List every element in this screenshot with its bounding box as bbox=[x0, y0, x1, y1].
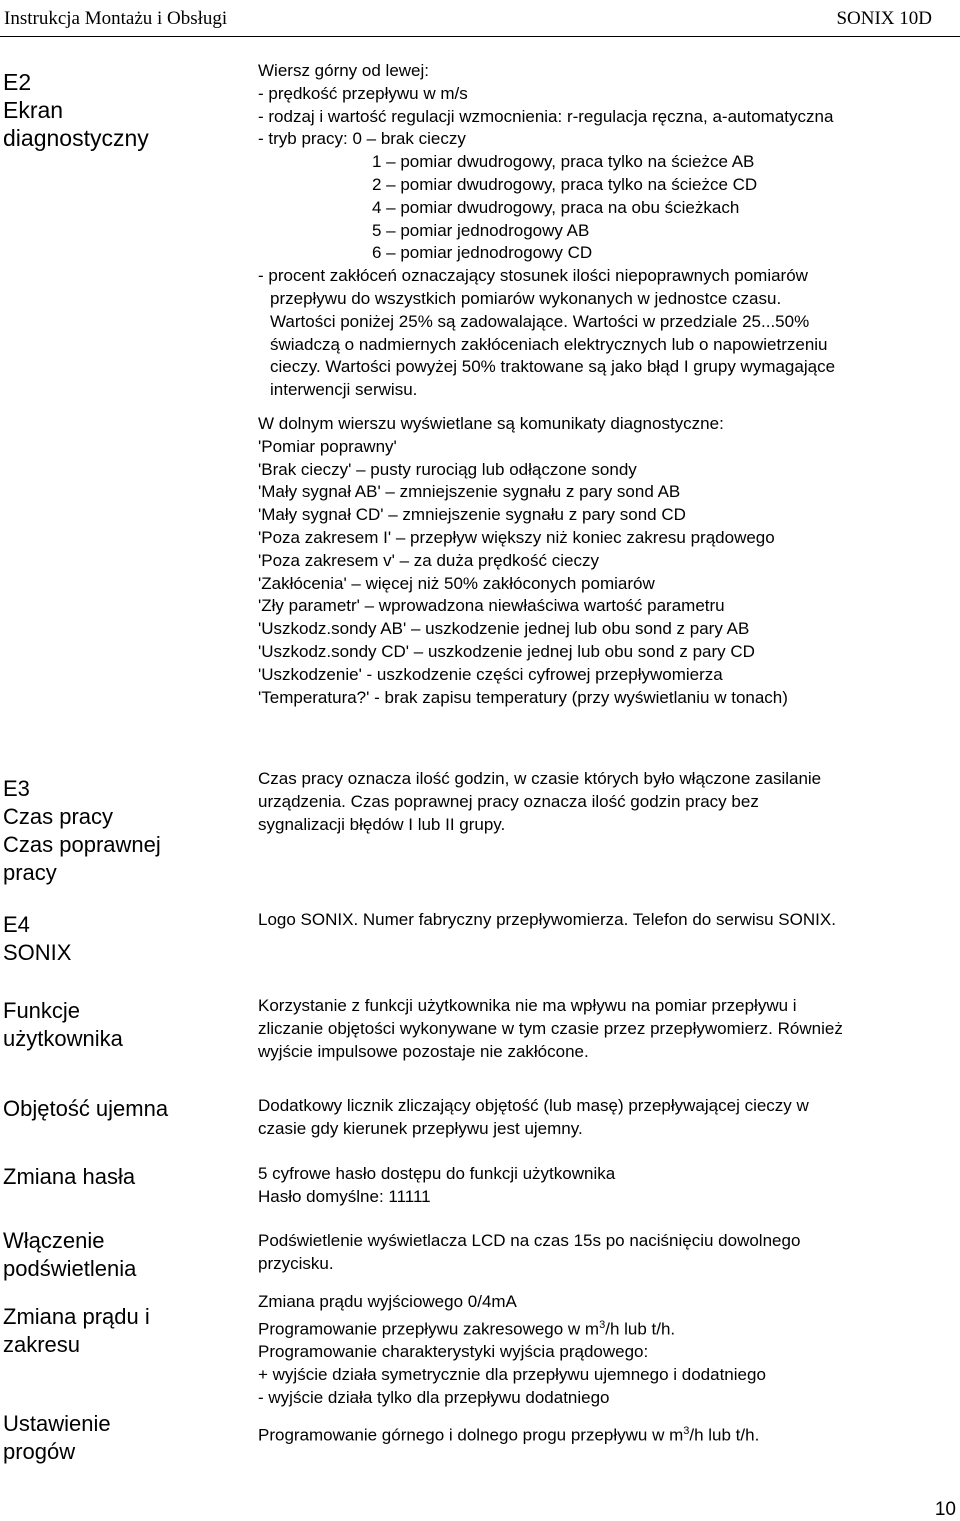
podswietlenie-label bbox=[3, 1227, 136, 1283]
text-line: 2 – pomiar dwudrogowy, praca tylko na ścieżce CD bbox=[372, 174, 758, 194]
haslo-description bbox=[258, 1163, 960, 1209]
e4-label bbox=[3, 911, 71, 967]
text-line: - wyjście działa tylko dla przepływu dodatniego bbox=[258, 1387, 610, 1407]
header-rule bbox=[0, 36, 960, 37]
e4-label-line: E4 bbox=[3, 912, 30, 937]
text-line: - prędkość przepływu w m/s bbox=[258, 83, 468, 103]
text-line: 'Pomiar poprawny' bbox=[258, 436, 397, 456]
e3-label-line: E3 bbox=[3, 776, 30, 801]
e2-label-line: diagnostyczny bbox=[3, 125, 149, 151]
text-line: Korzystanie z funkcji użytkownika nie ma wpływu na pomiar przepływu i bbox=[258, 996, 797, 1015]
text-line: Wiersz górny od lewej: bbox=[258, 61, 430, 80]
page-number: 10 bbox=[934, 1499, 956, 1520]
text-line: - tryb pracy: 0 – brak cieczy bbox=[258, 129, 466, 149]
objetosc-label bbox=[3, 1095, 168, 1123]
text-line: 'Mały sygnał AB' – zmniejszenie sygnału z pary sond AB bbox=[258, 482, 681, 502]
text-line: 5 – pomiar jednodrogowy AB bbox=[372, 220, 590, 240]
text-line: Podświetlenie wyświetlacza LCD na czas 15s po naciśnięciu dowolnego bbox=[258, 1231, 801, 1250]
text-line: 'Brak cieczy' – pusty rurociąg lub odłączone sondy bbox=[258, 459, 637, 479]
text-line bbox=[258, 1420, 960, 1447]
text-line: Hasło domyślne: 11111 bbox=[258, 1186, 431, 1206]
text-line: zliczanie objętości wykonywane w tym czasie przez przepływomierz. Również bbox=[258, 1018, 843, 1038]
funkcje-label bbox=[3, 997, 123, 1053]
funkcje-description bbox=[258, 995, 960, 1063]
text-line: + wyjście działa symetrycznie dla przepływu ujemnego i dodatniego bbox=[258, 1365, 766, 1385]
text-line: 1 – pomiar dwudrogowy, praca tylko na ścieżce AB bbox=[372, 152, 755, 172]
text-line: wyjście impulsowe pozostaje nie zakłócone. bbox=[258, 1041, 589, 1061]
text-line: sygnalizacji błędów I lub II grupy. bbox=[258, 814, 506, 834]
text-line: cieczy. Wartości powyżej 50% traktowane są jako błąd I grupy wymagające bbox=[270, 357, 836, 377]
text-line: - rodzaj i wartość regulacji wzmocnienia: r-regulacja ręczna, a-automatyczna bbox=[258, 106, 834, 126]
text-line: Wartości poniżej 25% są zadowalające. Wartości w przedziale 25...50% bbox=[270, 311, 810, 331]
text-line: interwencji serwisu. bbox=[270, 380, 418, 400]
prad-label bbox=[3, 1303, 150, 1359]
header-product-name: SONIX 10D bbox=[836, 8, 932, 29]
text-line: 'Uszkodzenie' - uszkodzenie części cyfrowej przepływomierza bbox=[258, 664, 723, 684]
objetosc-description bbox=[258, 1095, 960, 1141]
prad-label-line: zakresu bbox=[3, 1332, 81, 1357]
e3-label bbox=[3, 775, 161, 887]
text-line: Czas pracy oznacza ilość godzin, w czasie których było włączone zasilanie bbox=[258, 769, 822, 788]
podswietlenie-label-line: podświetlenia bbox=[3, 1256, 137, 1281]
text-line: 'Mały sygnał CD' – zmniejszenie sygnału z pary sond CD bbox=[258, 505, 686, 525]
text-line: 4 – pomiar dwudrogowy, praca na obu ścieżkach bbox=[372, 197, 740, 217]
text-line: czasie gdy kierunek przepływu jest ujemny. bbox=[258, 1118, 583, 1138]
text-line: 'Zły parametr' – wprowadzona niewłaściwa wartość parametru bbox=[258, 596, 725, 616]
text-line: Zmiana prądu wyjściowego 0/4mA bbox=[258, 1292, 517, 1311]
e3-label-line: pracy bbox=[3, 860, 57, 885]
funkcje-label-line: Funkcje bbox=[3, 998, 81, 1023]
text-fragment: /h lub t/h. bbox=[689, 1425, 760, 1445]
funkcje-label-line: użytkownika bbox=[3, 1026, 123, 1051]
text-line: 5 cyfrowe hasło dostępu do funkcji użytkownika bbox=[258, 1164, 616, 1183]
text-line: przepływu do wszystkich pomiarów wykonanych w jednostce czasu. bbox=[270, 288, 782, 308]
progi-label bbox=[3, 1410, 111, 1466]
e4-label-line: SONIX bbox=[3, 940, 72, 965]
e3-label-line: Czas poprawnej bbox=[3, 832, 161, 857]
podswietlenie-description bbox=[258, 1230, 960, 1276]
text-fragment: /h lub t/h. bbox=[605, 1319, 676, 1339]
text-line: 'Zakłócenia' – więcej niż 50% zakłóconych pomiarów bbox=[258, 573, 655, 593]
header-doc-title: Instrukcja Montażu i Obsługi bbox=[4, 8, 228, 29]
text-line: Logo SONIX. Numer fabryczny przepływomierza. Telefon do serwisu SONIX. bbox=[258, 910, 836, 929]
e4-description bbox=[258, 909, 960, 932]
haslo-label bbox=[3, 1163, 135, 1191]
text-line: Dodatkowy licznik zliczający objętość (lub masę) przepływającej cieczy w bbox=[258, 1096, 809, 1115]
text-line: 6 – pomiar jednodrogowy CD bbox=[372, 243, 593, 263]
text-line: 'Uszkodz.sondy CD' – uszkodzenie jednej lub obu sond z pary CD bbox=[258, 641, 755, 661]
text-line: W dolnym wierszu wyświetlane są komunikaty diagnostyczne: bbox=[258, 413, 724, 433]
haslo-label-line: Zmiana hasła bbox=[3, 1164, 136, 1189]
podswietlenie-label-line: Włączenie bbox=[3, 1228, 105, 1253]
e2-label-line: E2 bbox=[3, 69, 32, 95]
text-line: przycisku. bbox=[258, 1253, 334, 1273]
progi-label-line: progów bbox=[3, 1439, 76, 1464]
text-line: 'Poza zakresem I' – przepływ większy niż koniec zakresu prądowego bbox=[258, 527, 775, 547]
prad-description bbox=[258, 1291, 960, 1410]
text-line: 'Temperatura?' - brak zapisu temperatury (przy wyświetlaniu w tonach) bbox=[258, 687, 788, 707]
e2-description bbox=[258, 60, 960, 709]
superscript: 3 bbox=[599, 1318, 606, 1331]
text-line: - procent zakłóceń oznaczający stosunek ilości niepoprawnych pomiarów bbox=[258, 266, 808, 286]
superscript: 3 bbox=[683, 1425, 690, 1437]
text-fragment: Programowanie przepływu zakresowego w m bbox=[258, 1319, 600, 1339]
text-line: Programowanie charakterystyki wyjścia prądowego: bbox=[258, 1342, 649, 1362]
e3-description bbox=[258, 768, 960, 836]
text-fragment: Programowanie górnego i dolnego progu przepływu w m bbox=[258, 1425, 684, 1445]
prad-label-line: Zmiana prądu i bbox=[3, 1304, 150, 1329]
text-line: 'Uszkodz.sondy AB' – uszkodzenie jednej lub obu sond z pary AB bbox=[258, 619, 750, 639]
e2-label bbox=[3, 68, 149, 152]
e3-label-line: Czas pracy bbox=[3, 804, 114, 829]
objetosc-label-line: Objętość ujemna bbox=[3, 1096, 169, 1121]
text-line: świadczą o nadmiernych zakłóceniach elektrycznych lub o napowietrzeniu bbox=[270, 334, 828, 354]
text-line: 'Poza zakresem v' – za duża prędkość cieczy bbox=[258, 550, 599, 570]
progi-description bbox=[258, 1420, 960, 1447]
text-line bbox=[258, 1314, 960, 1341]
progi-label-line: Ustawienie bbox=[3, 1411, 111, 1436]
text-line: urządzenia. Czas poprawnej pracy oznacza ilość godzin pracy bez bbox=[258, 791, 759, 811]
e2-label-line: Ekran bbox=[3, 97, 64, 123]
